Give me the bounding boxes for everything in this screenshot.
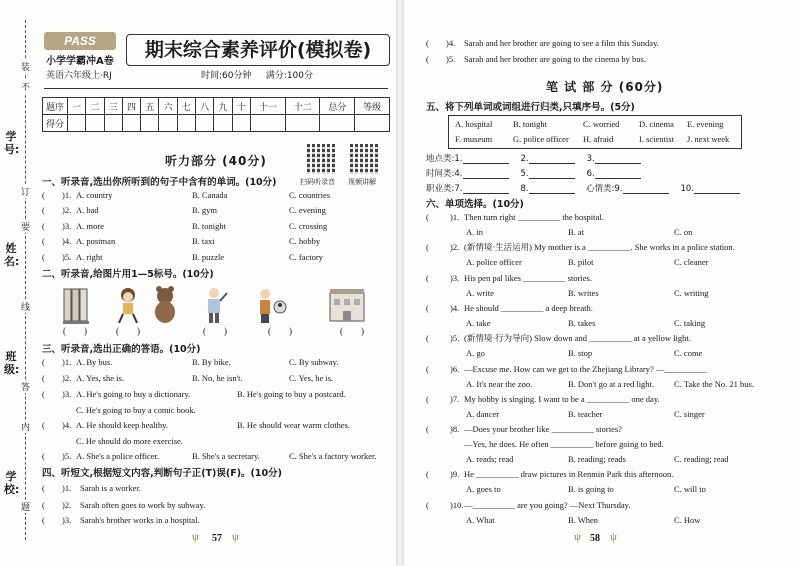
word-option: D. cinema xyxy=(639,119,674,129)
answer-paren[interactable]: ( xyxy=(42,515,45,525)
answer-paren[interactable]: ( xyxy=(42,220,45,231)
word-option: J. next week xyxy=(687,134,730,144)
seal-char: 要 xyxy=(21,220,30,233)
option-b: B. gym xyxy=(192,205,218,216)
score-cell[interactable] xyxy=(159,115,177,132)
pass-logo: PASS xyxy=(44,32,116,50)
score-col: 七 xyxy=(177,98,195,115)
question-number: )4. xyxy=(446,38,456,48)
answer-paren[interactable]: ( ) xyxy=(203,326,227,336)
answer-paren[interactable]: ( xyxy=(426,272,429,283)
option-c: C. hobby xyxy=(289,236,321,247)
answer-paren[interactable]: ( xyxy=(426,38,429,48)
question-row xyxy=(42,251,382,263)
answer-paren[interactable]: ( xyxy=(42,205,45,216)
score-col: 十二 xyxy=(285,98,320,115)
tf-row xyxy=(42,499,382,511)
blank-number: 4. xyxy=(454,169,463,179)
answer-paren[interactable]: ( xyxy=(42,357,45,367)
question-number: )8. xyxy=(450,424,460,435)
question-row-cont xyxy=(42,435,382,447)
mc-question-row xyxy=(426,499,766,511)
answer-blank[interactable] xyxy=(694,185,740,194)
qr-code-icon[interactable] xyxy=(307,144,337,174)
question-number: )3. xyxy=(62,220,72,231)
mc-question-row xyxy=(426,363,766,375)
option-a: A. go xyxy=(466,348,485,359)
listening-part-title: 听力部分 (40分) xyxy=(165,154,267,168)
answer-paren[interactable]: ( xyxy=(426,212,429,222)
answer-paren[interactable]: ( xyxy=(426,424,429,435)
option-c: C. crossing xyxy=(289,220,328,231)
answer-paren[interactable]: ( xyxy=(426,302,429,313)
question-row xyxy=(42,419,382,431)
qr-code-icon[interactable] xyxy=(350,144,380,174)
score-cell[interactable] xyxy=(104,115,122,132)
category-label: 心情类: xyxy=(586,184,615,194)
blank-number: 5. xyxy=(520,169,529,179)
option-a: A. country xyxy=(76,190,113,200)
answer-blank[interactable] xyxy=(529,155,575,164)
books-picture xyxy=(61,285,97,325)
question-row xyxy=(42,356,382,368)
question-text: He __________ draw pictures in Renmin Park this afternoon. xyxy=(464,469,674,480)
question-row xyxy=(42,220,382,232)
score-col: 九 xyxy=(214,98,232,115)
building-picture xyxy=(328,285,364,325)
score-cell[interactable] xyxy=(68,115,86,132)
question-number: )4. xyxy=(62,420,72,430)
name-label: 姓名: xyxy=(4,242,20,268)
question-row-cont xyxy=(42,404,382,416)
option-b: B. takes xyxy=(568,317,596,328)
option-b: B. teacher xyxy=(568,408,603,419)
option-b: B. Don't go at a red light. xyxy=(568,378,655,389)
section-1-title: 一、听录音,选出你所听到的句子中含有的单词。(10分) xyxy=(42,177,277,188)
score-cell[interactable] xyxy=(177,115,195,132)
leaf-ornament-icon: ψ xyxy=(574,531,581,543)
question-number: )5. xyxy=(62,251,72,262)
answer-paren[interactable]: ( xyxy=(42,451,45,461)
option-b: B. puzzle xyxy=(192,251,225,262)
score-cell[interactable] xyxy=(232,115,250,132)
score-row-label: 得分 xyxy=(43,115,68,132)
question-number: )2. xyxy=(62,500,72,510)
question-number: )1. xyxy=(62,483,72,493)
score-cell[interactable] xyxy=(320,115,355,132)
answer-blank[interactable] xyxy=(529,185,575,194)
worker-picture xyxy=(197,285,233,325)
word-option: B. tonight xyxy=(513,119,548,129)
option-c: C. Take the No. 21 bus. xyxy=(674,378,754,389)
option-c: C. He's going to buy a comic book. xyxy=(76,405,196,415)
blank-number: 7. xyxy=(454,184,463,194)
word-option: G. police officer xyxy=(513,134,569,144)
question-number: )3. xyxy=(62,515,72,525)
mc-options-row xyxy=(426,408,766,420)
option-c: C. He should do more exercise. xyxy=(76,436,183,446)
mc-options-row xyxy=(426,287,766,299)
word-option: C. worried xyxy=(583,119,620,129)
option-b: B. Canada xyxy=(192,190,228,200)
question-row xyxy=(42,204,382,216)
exam-title: 期末综合素养评价(模拟卷) xyxy=(126,34,390,66)
option-c: C. reading; read xyxy=(674,454,729,465)
answer-paren[interactable]: ( xyxy=(42,373,45,383)
binding-margin xyxy=(0,20,36,540)
mc-options-row xyxy=(426,256,766,268)
tf-row xyxy=(42,482,382,494)
score-cell[interactable] xyxy=(250,115,285,132)
answer-blank[interactable] xyxy=(529,170,575,179)
option-b: B. She's a secretary. xyxy=(192,451,260,461)
answer-paren[interactable]: ( xyxy=(42,420,45,430)
blank-number: 1. xyxy=(454,154,463,164)
mc-options-row xyxy=(426,453,766,465)
option-c: C. She's a factory worker. xyxy=(289,451,377,461)
blank-number: 6. xyxy=(586,169,595,179)
option-b: B. stop xyxy=(568,348,593,359)
score-col: 等级 xyxy=(355,98,390,115)
answer-paren[interactable]: ( xyxy=(426,54,429,64)
question-row xyxy=(42,450,382,462)
mc-question-row-cont xyxy=(426,438,766,450)
books-icon xyxy=(61,285,95,325)
option-a: A. He's going to buy a dictionary. xyxy=(76,389,191,399)
mc-options-row xyxy=(426,514,766,526)
word-box xyxy=(448,115,742,149)
series-name: 小学学霸冲A卷 xyxy=(46,56,114,67)
option-c: C. taking xyxy=(674,317,706,328)
question-number: )1. xyxy=(62,357,72,367)
option-a: A. bad xyxy=(76,205,99,216)
category-row xyxy=(426,167,641,179)
worker-icon xyxy=(197,285,231,325)
option-b: B. When xyxy=(568,514,599,525)
score-col: 三 xyxy=(104,98,122,115)
answer-paren[interactable]: ( ) xyxy=(268,326,292,336)
option-b: B. He should wear warm clothes. xyxy=(237,420,351,430)
score-cell[interactable] xyxy=(122,115,140,132)
option-a: A. postman xyxy=(76,236,116,247)
answer-paren[interactable]: ( xyxy=(42,236,45,247)
score-col: 八 xyxy=(196,98,214,115)
score-cell[interactable] xyxy=(214,115,232,132)
answer-paren[interactable]: ( xyxy=(426,242,429,253)
question-text: —Does your brother like __________ stories? xyxy=(464,424,622,435)
answer-blank[interactable] xyxy=(463,185,509,194)
tf-row xyxy=(426,37,766,49)
question-text: He should __________ a deep breath. xyxy=(464,302,593,313)
word-option: F. museum xyxy=(455,134,493,144)
option-b: B. No, he isn't. xyxy=(192,373,243,383)
answer-blank[interactable] xyxy=(463,170,509,179)
category-label: 职业类: xyxy=(426,184,455,194)
mc-options-row xyxy=(426,317,766,329)
option-b: B. He's going to buy a postcard. xyxy=(237,389,346,399)
score-cell[interactable] xyxy=(355,115,390,132)
answer-paren[interactable]: ( xyxy=(426,393,429,404)
answer-paren[interactable]: ( xyxy=(426,469,429,480)
leaf-ornament-icon: ψ xyxy=(610,531,617,543)
score-cell[interactable] xyxy=(141,115,159,132)
question-number: )5. xyxy=(446,54,456,64)
question-number: )2. xyxy=(62,373,72,383)
tf-row xyxy=(42,514,382,526)
full-score: 满分:100分 xyxy=(265,71,314,81)
option-a: A. She's a police officer. xyxy=(76,451,160,461)
mc-options-row xyxy=(426,378,766,390)
mc-options-row xyxy=(426,483,766,495)
leaf-ornament-icon: ψ xyxy=(192,531,199,543)
question-number: )5. xyxy=(62,451,72,461)
mc-question-row xyxy=(426,241,766,253)
option-c: C. Yes, he is. xyxy=(289,373,334,383)
question-number: )5. xyxy=(450,333,460,344)
seal-char: 内 xyxy=(21,420,30,433)
statement: Sarah and her brother are going to see a film this Sunday. xyxy=(464,38,659,48)
section-3-title: 三、听录音,选出正确的答语。(10分) xyxy=(42,344,201,355)
mc-question-row xyxy=(426,302,766,314)
score-cell[interactable] xyxy=(285,115,320,132)
option-a: A. dancer xyxy=(466,408,500,419)
option-b: B. is going to xyxy=(568,484,614,495)
category-row xyxy=(426,152,641,164)
question-text: (新情境·行为导向) Slow down and __________ at a yellow light. xyxy=(464,333,691,344)
leaf-ornament-icon: ψ xyxy=(232,531,239,543)
answer-paren[interactable]: ( xyxy=(42,251,45,262)
time-limit: 时间:60分钟 xyxy=(200,71,252,81)
word-option: A. hospital xyxy=(455,119,493,129)
question-row xyxy=(42,235,382,247)
qr-caption: 视频讲解 xyxy=(348,178,376,186)
answer-blank[interactable] xyxy=(595,170,641,179)
answer-paren[interactable]: ( xyxy=(42,500,45,510)
answer-paren[interactable]: ( ) xyxy=(116,326,140,336)
answer-paren[interactable]: ( xyxy=(426,333,429,344)
page-number-left: 57 xyxy=(212,533,222,544)
answer-paren[interactable]: ( xyxy=(42,389,45,399)
option-b: B. writes xyxy=(568,287,599,298)
score-col: 六 xyxy=(159,98,177,115)
option-a: A. in xyxy=(466,227,483,237)
bear-picture xyxy=(148,285,184,325)
option-a: A. more xyxy=(76,220,104,231)
option-c: C. By subway. xyxy=(289,357,339,367)
mc-question-row xyxy=(426,423,766,435)
statement: Sarah is a worker. xyxy=(80,483,141,493)
option-a: A. goes to xyxy=(466,484,501,495)
option-c: C. cleaner xyxy=(674,257,709,268)
cut-line xyxy=(25,20,26,540)
answer-blank[interactable] xyxy=(623,185,669,194)
question-text: (新情境·生活运用) My mother is a __________. She works in a police station. xyxy=(464,242,735,253)
question-number: )7. xyxy=(450,393,460,404)
student-number-label: 学号: xyxy=(4,130,20,156)
blank-number: 3. xyxy=(586,154,595,164)
question-number: )4. xyxy=(62,236,72,247)
question-row xyxy=(42,372,382,384)
girl-picture xyxy=(112,285,148,325)
tf-row xyxy=(426,53,766,65)
score-cell[interactable] xyxy=(86,115,104,132)
school-label: 学校: xyxy=(4,470,20,496)
question-row xyxy=(42,388,382,400)
question-number: )2. xyxy=(450,242,460,253)
answer-paren[interactable]: ( xyxy=(42,190,45,200)
category-row xyxy=(586,182,740,194)
score-col: 一 xyxy=(68,98,86,115)
writing-part-title: 笔 试 部 分 (60分) xyxy=(546,80,664,94)
seal-char: 装 xyxy=(21,60,30,73)
option-a: A. What xyxy=(466,514,495,525)
option-a: A. write xyxy=(466,287,494,298)
score-col: 十一 xyxy=(250,98,285,115)
header-divider xyxy=(44,88,388,89)
option-c: C. singer xyxy=(674,408,705,419)
bear-icon xyxy=(148,285,182,325)
question-text: —__________ are you going? —Next Thursday. xyxy=(464,499,631,510)
option-a: A. Yes, she is. xyxy=(76,373,124,383)
question-row xyxy=(42,189,382,201)
option-b: B. pilot xyxy=(568,257,594,268)
answer-paren[interactable]: ( ) xyxy=(63,326,87,336)
option-c: C. writing xyxy=(674,287,709,298)
score-row-label: 题序 xyxy=(43,98,68,115)
doctor-robot-picture xyxy=(255,285,291,325)
score-col: 二 xyxy=(86,98,104,115)
question-number: )10. xyxy=(450,499,464,510)
option-a: A. By bus. xyxy=(76,357,113,367)
seal-char: 答 xyxy=(21,380,30,393)
section-2-title: 二、听录音,给图片用1—5标号。(10分) xyxy=(42,269,214,280)
mc-question-row xyxy=(426,272,766,284)
score-col: 五 xyxy=(141,98,159,115)
section-4-title: 四、听短文,根据短文内容,判断句子正(T)误(F)。(10分) xyxy=(42,468,282,479)
answer-paren[interactable]: ( xyxy=(42,483,45,493)
category-row xyxy=(426,182,575,194)
statement: Sarah's brother works in a hospital. xyxy=(80,515,200,525)
option-c: C. evening xyxy=(289,205,326,216)
option-b: B. taxi xyxy=(192,236,215,247)
section-6-title: 六、单项选择。(10分) xyxy=(426,199,524,210)
answer-paren[interactable]: ( xyxy=(426,363,429,374)
question-text: His pen pal likes __________ stories. xyxy=(464,272,592,283)
answer-paren[interactable]: ( ) xyxy=(340,326,364,336)
class-label: 班级: xyxy=(4,350,20,376)
building-icon xyxy=(328,285,366,325)
option-a: A. It's near the zoo. xyxy=(466,378,533,389)
option-b: B. at xyxy=(568,227,585,237)
question-text: —Yes, he does. He often __________ before going to bed. xyxy=(464,439,664,450)
option-b: B. reading; reads xyxy=(568,454,626,465)
option-a: A. right xyxy=(76,251,103,262)
question-number: )4. xyxy=(450,302,460,313)
option-b: B. By bike. xyxy=(192,357,231,367)
seal-char: 题 xyxy=(21,500,30,513)
mc-question-row xyxy=(426,332,766,344)
girl-icon xyxy=(112,285,146,325)
statement: Sarah and her brother are going to the cinema by bus. xyxy=(464,54,646,64)
question-number: )6. xyxy=(450,363,460,374)
option-a: A. reads; read xyxy=(466,454,514,465)
blank-number: 8. xyxy=(520,184,529,194)
question-number: )1. xyxy=(450,212,460,222)
option-c: C. will to xyxy=(674,484,706,495)
book-gutter xyxy=(396,0,404,566)
option-a: A. police officer xyxy=(466,257,522,268)
option-c: C. factory xyxy=(289,251,323,262)
score-col: 十 xyxy=(232,98,250,115)
exam-header xyxy=(40,30,392,94)
score-table xyxy=(42,97,390,132)
option-c: C. on xyxy=(674,227,693,237)
category-label: 地点类: xyxy=(426,154,455,164)
question-number: )2. xyxy=(62,205,72,216)
exam-meta xyxy=(126,68,388,81)
blank-number: 9. xyxy=(614,184,623,194)
question-text: Then turn right __________ the hospital. xyxy=(464,212,604,222)
option-c: C. countries xyxy=(289,190,331,200)
question-number: )3. xyxy=(450,272,460,283)
score-cell[interactable] xyxy=(196,115,214,132)
question-number: )1. xyxy=(62,190,72,200)
seal-char: 不 xyxy=(21,80,30,93)
option-a: A. take xyxy=(466,317,491,328)
option-a: A. He should keep healthy. xyxy=(76,420,168,430)
seal-char: 线 xyxy=(21,300,30,313)
option-c: C. How xyxy=(674,514,701,525)
mc-options-row xyxy=(426,347,766,359)
question-number: )3. xyxy=(62,389,72,399)
mc-options-row xyxy=(426,226,766,238)
score-col: 四 xyxy=(122,98,140,115)
question-text: My hobby is singing. I want to be a __________ one day. xyxy=(464,393,660,404)
question-text: —Excuse me. How can we get to the Zhejiang Library? —__________ xyxy=(464,363,707,374)
answer-blank[interactable] xyxy=(595,155,641,164)
qr-caption: 扫码听录音 xyxy=(300,178,335,186)
category-label: 时间类: xyxy=(426,169,455,179)
question-number: )9. xyxy=(450,469,460,480)
doctor-robot-icon xyxy=(255,285,289,325)
answer-paren[interactable]: ( xyxy=(426,499,429,510)
blank-number: 10. xyxy=(680,184,695,194)
answer-blank[interactable] xyxy=(463,155,509,164)
seal-char: 订 xyxy=(21,185,30,198)
blank-number: 2. xyxy=(520,154,529,164)
word-option: E. evening xyxy=(687,119,724,129)
option-c: C. come xyxy=(674,348,703,359)
score-col: 总分 xyxy=(320,98,355,115)
page-number-right: 58 xyxy=(590,533,600,544)
mc-question-row xyxy=(426,211,766,223)
word-option: I. scientist xyxy=(639,134,674,144)
mc-question-row xyxy=(426,468,766,480)
option-b: B. tonight xyxy=(192,220,227,231)
statement: Sarah often goes to work by subway. xyxy=(80,500,206,510)
mc-question-row xyxy=(426,393,766,405)
section-5-title: 五、将下列单词或词组进行归类,只填序号。(5分) xyxy=(426,102,635,113)
grade-info: 英语六年级上·RJ xyxy=(46,71,112,81)
word-option: H. afraid xyxy=(583,134,614,144)
